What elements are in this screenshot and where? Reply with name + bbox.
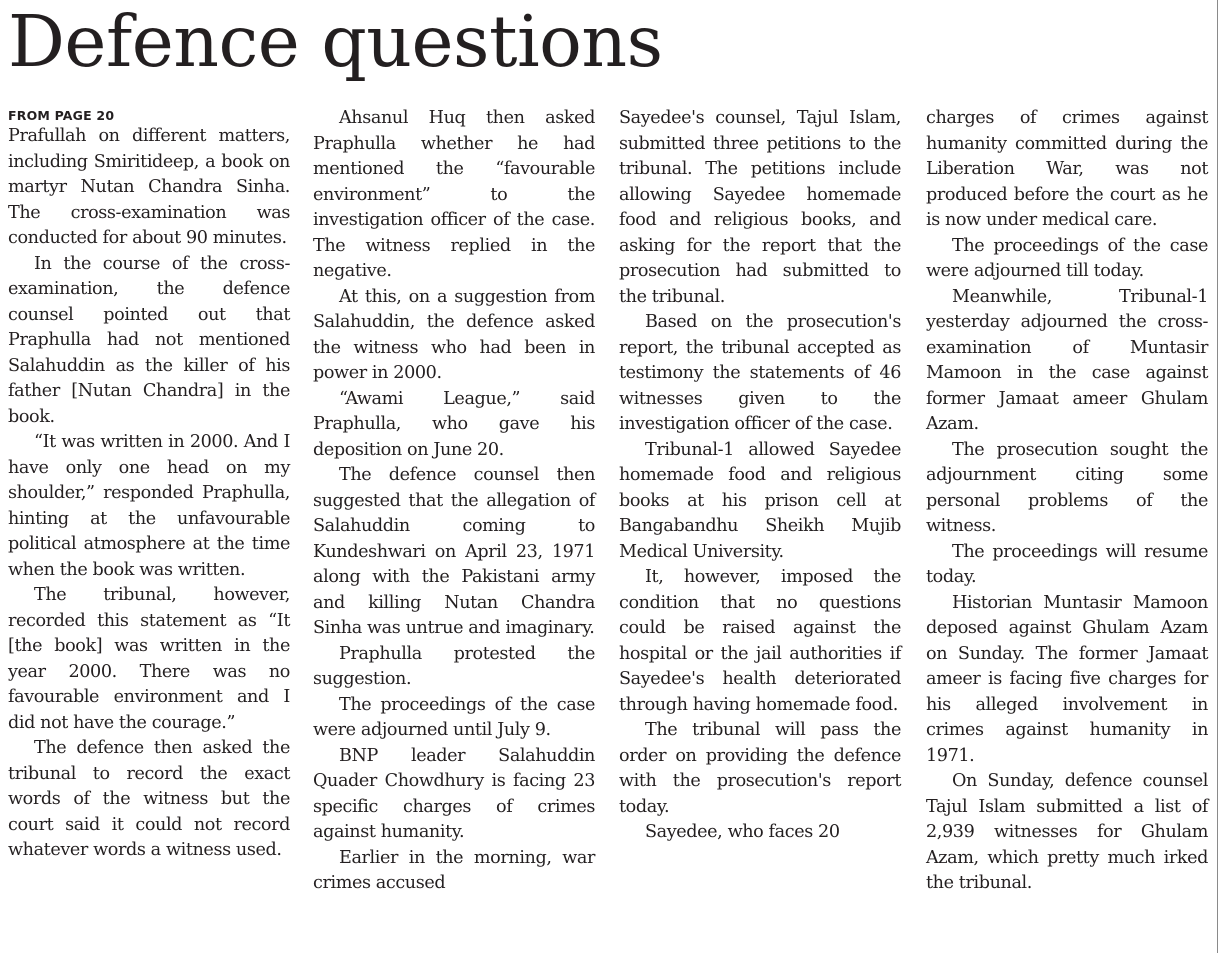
paragraph: Sayedee, who faces 20 xyxy=(645,822,840,842)
column-3 xyxy=(619,106,901,846)
paragraph: The defence counsel then suggested that the allegation of Salahuddin coming to Kundeshwari on April 23, 1971 along with the Pakistani army and killing Nutan Chandra Sinha was untrue and imaginary. xyxy=(313,465,595,638)
continuation-kicker: FROM PAGE 20 xyxy=(8,108,115,123)
paragraph: Praphulla protested the suggestion. xyxy=(313,643,595,689)
paragraph: charges of crimes against humanity committed during the Liberation War, was not produced before the court as he is now under medical care. xyxy=(926,108,1208,230)
headline: Defence questions xyxy=(8,0,663,83)
paragraph: “It was written in 2000. And I have only one head on my shoulder,” responded Praphulla, hinting at the unfavourable political atmosphere at the time when the book was written. xyxy=(8,432,290,580)
column-4 xyxy=(926,106,1208,897)
paragraph: The tribunal, however, recorded this statement as “It [the book] was written in the year 2000. There was no favourable environment and I did not have the courage.” xyxy=(8,585,290,733)
paragraph: Prafullah on different matters, including Smiritideep, a book on martyr Nutan Chandra Sinha. The cross-examination was conducted for about 90 minutes. xyxy=(8,126,290,248)
paragraph: The tribunal will pass the order on providing the defence with the prosecution's report today. xyxy=(619,720,901,817)
column-1 xyxy=(8,106,290,864)
paragraph: “Awami League,” said Praphulla, who gave his deposition on June 20. xyxy=(313,388,595,460)
paragraph: On Sunday, defence counsel Tajul Islam submitted a list of 2,939 witnesses for Ghulam Azam, which pretty much irked the tribunal. xyxy=(926,771,1208,893)
paragraph: Earlier in the morning, war crimes accused xyxy=(313,847,595,893)
paragraph: At this, on a suggestion from Salahuddin, the defence asked the witness who had been in power in 2000. xyxy=(313,286,595,383)
paragraph: BNP leader Salahuddin Quader Chowdhury is facing 23 specific charges of crimes against humanity. xyxy=(313,745,595,842)
column-2 xyxy=(313,106,595,897)
page-edge-rule xyxy=(1217,0,1218,953)
paragraph: Ahsanul Huq then asked Praphulla whether he had mentioned the “favourable environment” to the investigation officer of the case. The witness replied in the negative. xyxy=(313,108,595,281)
paragraph: The defence then asked the tribunal to record the exact words of the witness but the court said it could not record whatever words a witness used. xyxy=(8,738,290,860)
paragraph: The proceedings of the case were adjourned till today. xyxy=(926,235,1208,281)
paragraph: The prosecution sought the adjournment citing some personal problems of the witness. xyxy=(926,439,1208,536)
paragraph: The proceedings will resume today. xyxy=(926,541,1208,587)
paragraph: Sayedee's counsel, Tajul Islam, submitted three petitions to the tribunal. The petitions include allowing Sayedee homemade food and religious books, and asking for the report that the prosecution had submitted to the tribunal. xyxy=(619,108,901,307)
paragraph: It, however, imposed the condition that no questions could be raised against the hospital or the jail authorities if Sayedee's health deteriorated through having homemade food. xyxy=(619,567,901,715)
paragraph: The proceedings of the case were adjourned until July 9. xyxy=(313,694,595,740)
paragraph: In the course of the cross-examination, the defence counsel pointed out that Praphulla had not mentioned Salahuddin as the killer of his father [Nutan Chandra] in the book. xyxy=(8,253,290,427)
paragraph: Historian Muntasir Mamoon deposed against Ghulam Azam on Sunday. The former Jamaat ameer is facing five charges for his alleged involvement in crimes against humanity in 1971. xyxy=(926,592,1208,766)
paragraph: Based on the prosecution's report, the tribunal accepted as testimony the statements of 46 witnesses given to the investigation officer of the case. xyxy=(619,312,901,434)
paragraph: Meanwhile, Tribunal-1 yesterday adjourned the cross-examination of Muntasir Mamoon in the case against former Jamaat ameer Ghulam Azam. xyxy=(926,286,1208,434)
paragraph: Tribunal-1 allowed Sayedee homemade food and religious books at his prison cell at Bangabandhu Sheikh Mujib Medical University. xyxy=(619,439,901,562)
